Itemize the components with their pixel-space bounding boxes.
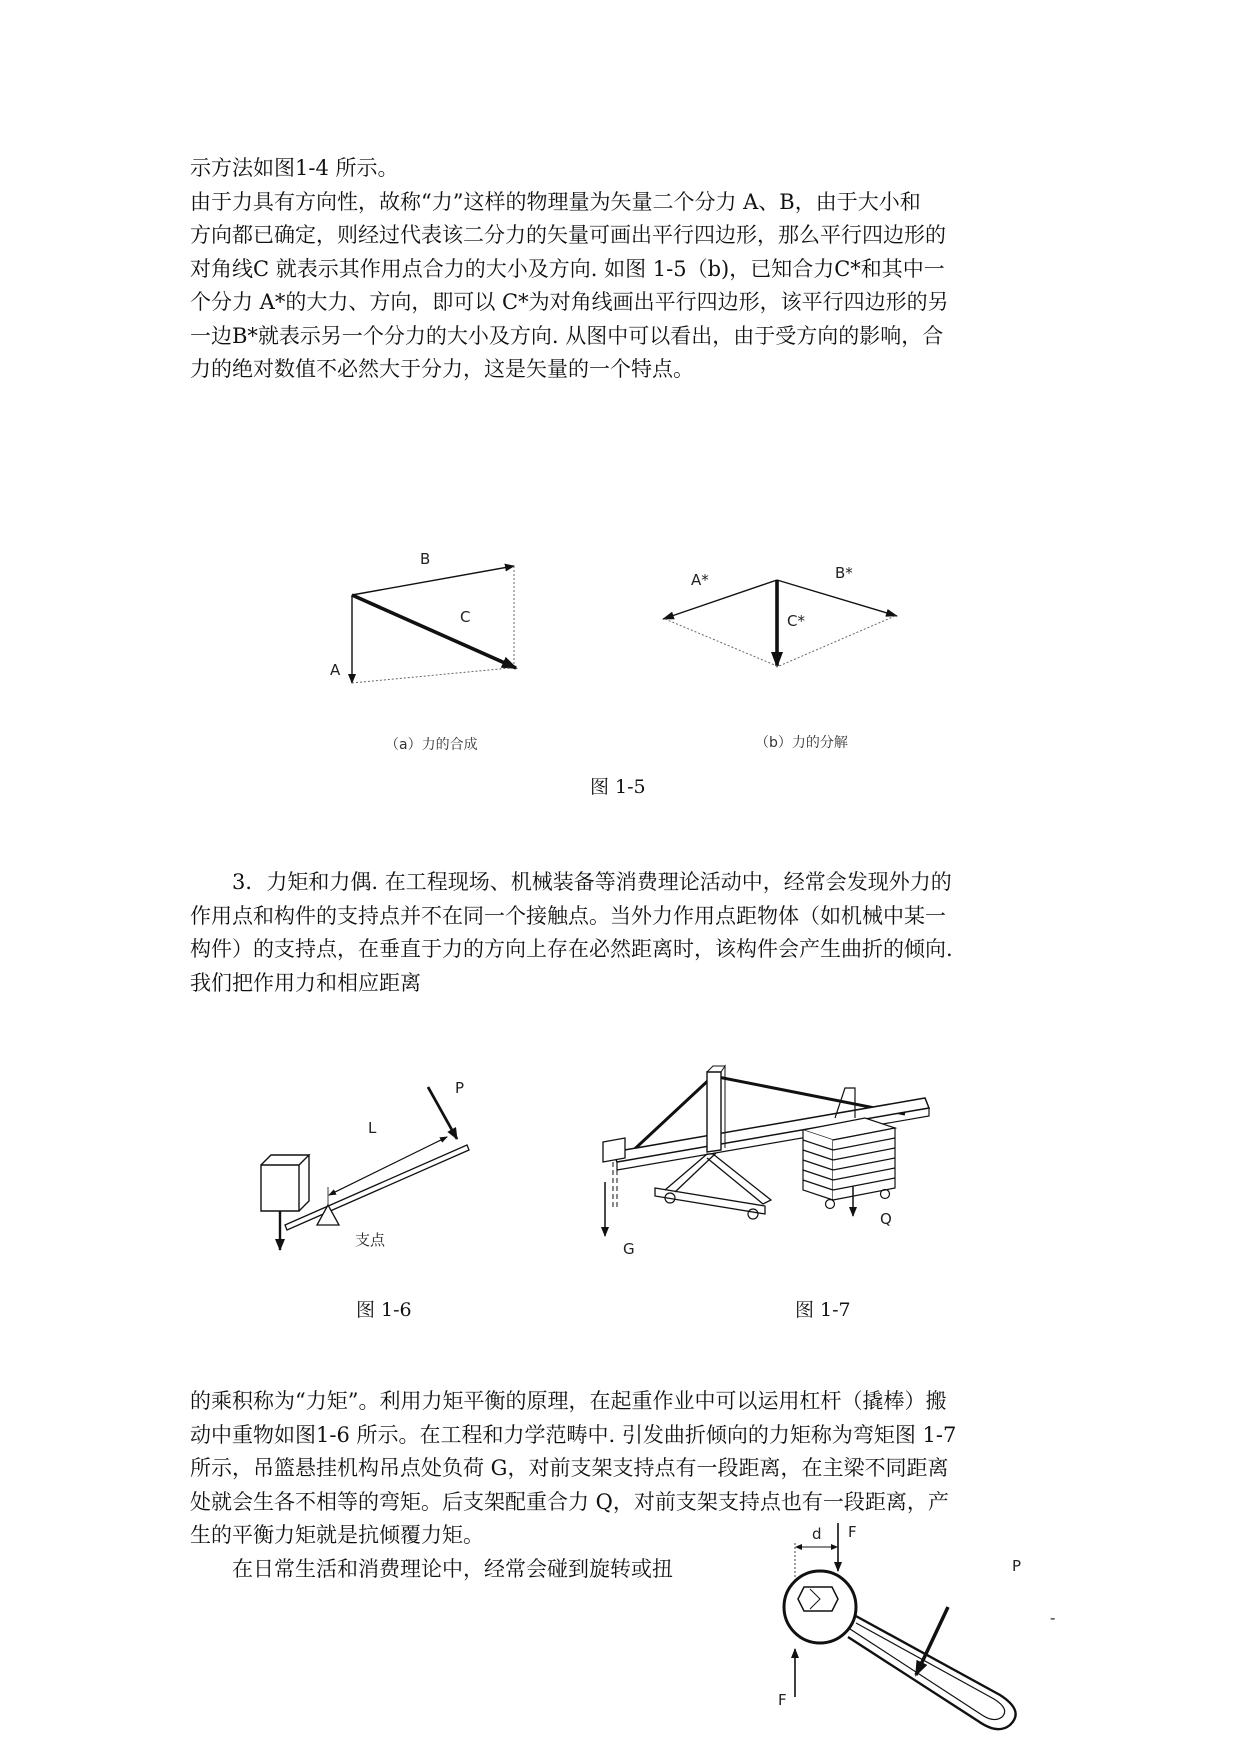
text-line: 一边B*就表示另一个分力的大小及方向. 从图中可以看出，由于受方向的影响，合 [190, 323, 944, 348]
vector-b-star [777, 580, 897, 616]
lever-bar [285, 1145, 469, 1230]
text-line: 所示，吊篮悬挂机构吊点处负荷 G，对前支架支持点有一段距离，在主梁不同距离 [190, 1456, 949, 1480]
label-q: Q [880, 1210, 892, 1228]
label-dash: - [1050, 1609, 1056, 1627]
text-line: 示方法如图1-4 所示。 [190, 156, 399, 180]
label-a-star: A* [691, 571, 709, 589]
label-p: P [455, 1079, 465, 1097]
figure-caption-1-6: 图 1-6 [356, 1299, 412, 1321]
parallelogram-side-dotted [352, 668, 510, 683]
front-support-post [707, 1072, 721, 1152]
paragraph-1 [190, 152, 1090, 387]
text-line: 我们把作用力和相应距离 [190, 970, 421, 995]
heavy-box [261, 1155, 309, 1211]
figure-caption-1-7: 图 1-7 [795, 1299, 851, 1321]
label-c-star: C* [787, 612, 805, 630]
label-l: L [368, 1119, 377, 1137]
text-line: 作用点和构件的支持点并不在同一个接触点。当外力作用点距物体（如机械中某一 [190, 903, 946, 928]
label-f-bottom: F [778, 1691, 787, 1709]
vector-a-star [663, 580, 777, 619]
vector-b [352, 566, 514, 595]
label-d: d [812, 1525, 822, 1543]
label-a: A [330, 661, 341, 679]
text-line: 在日常生活和消费理论中，经常会碰到旋转或扭 [190, 1556, 673, 1581]
text-line: 由于力具有方向性，故称“力”这样的物理量为矢量二个分力 A、B，由于大小和 [190, 189, 921, 214]
text-line: 构件）的支持点，在垂直于力的方向上存在必然距离时，该构件会产生曲折的倾向. [190, 937, 953, 961]
figure-1-5a-force-composition [320, 550, 540, 700]
text-line: 生的平衡力矩就是抗倾覆力矩。 [190, 1523, 484, 1547]
figure-1-6-lever [255, 1075, 485, 1260]
text-line: 力的绝对数值不必然大于分力，这是矢量的一个特点。 [190, 357, 694, 381]
text-line: 个分力 A*的大力、方向，即可以 C*为对角线画出平行四边形，该平行四边形的另 [190, 290, 949, 314]
vector-c-resultant [352, 595, 516, 668]
caption-1-5b: （b）力的分解 [755, 735, 848, 751]
parallelogram-side-dotted [665, 619, 777, 666]
figure-1-7-suspension-mechanism [595, 1058, 995, 1273]
nut-hexagon [798, 1587, 838, 1611]
text-line: 处就会生各不相等的弯矩。后支架配重合力 Q，对前支架支持点也有一段距离，产 [190, 1489, 949, 1514]
figure-wrench-torque [770, 1515, 1070, 1740]
text-line: 的乘积称为“力矩”。利用力矩平衡的原理，在起重作业中可以运用杠杆（撬棒）搬 [190, 1389, 947, 1413]
label-g: G [623, 1240, 635, 1258]
figure-caption-1-5: 图 1-5 [590, 776, 646, 798]
force-p-arrow [428, 1087, 457, 1139]
paragraph-2 [190, 866, 1090, 1000]
label-c: C [460, 608, 471, 626]
figure-1-5b-force-decomposition [655, 560, 915, 680]
label-fulcrum: 支点 [355, 1231, 386, 1249]
beam-end-box [603, 1138, 625, 1162]
text-line: 方向都已确定，则经过代表该二分力的矢量可画出平行四边形，那么平行四边形的 [190, 223, 946, 247]
label-b-star: B* [835, 564, 853, 582]
label-f-top: F [848, 1523, 857, 1541]
text-line: 动中重物如图1-6 所示。在工程和力学范畴中. 引发曲折倾向的力矩称为弯矩图 1-7 [190, 1422, 957, 1447]
label-p: P [1012, 1557, 1022, 1575]
label-b: B [420, 550, 431, 568]
caption-1-5a: （a）力的合成 [385, 737, 478, 753]
text-line: 对角线C 就表示其作用点合力的大小及方向. 如图 1-5（b)，已知合力C*和其中一 [190, 256, 945, 281]
counterweight-stack [803, 1088, 895, 1200]
text-line: 3．力矩和力偶. 在工程现场、机械装备等消费理论活动中，经常会发现外力的 [190, 870, 952, 894]
